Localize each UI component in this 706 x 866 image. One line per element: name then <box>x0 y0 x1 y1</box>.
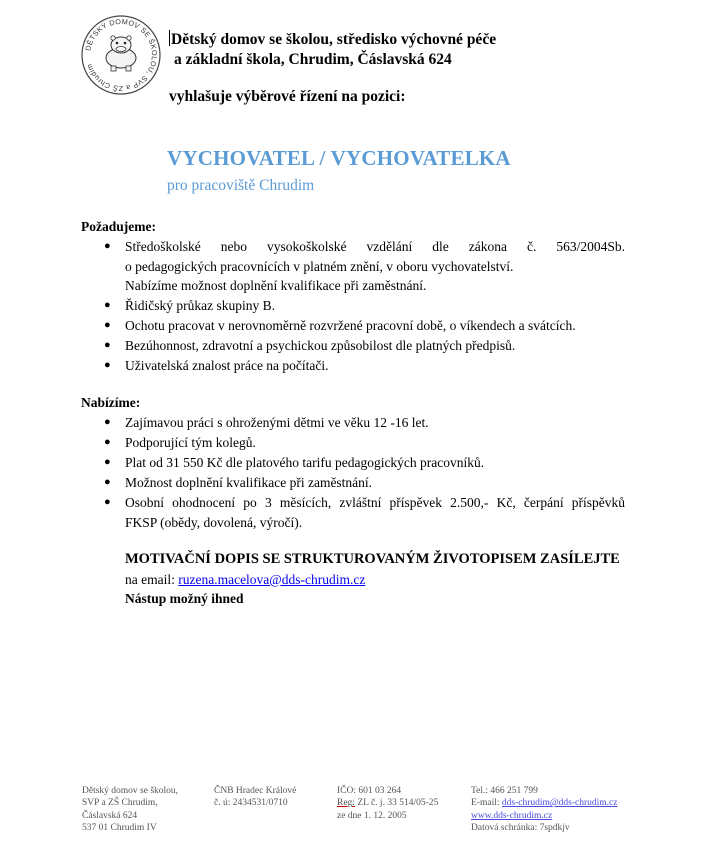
footer-line: č. ú: 2434531/0710 <box>214 798 288 809</box>
list-item <box>104 453 625 473</box>
list-item <box>104 237 625 296</box>
list-item-text: Osobní ohodnocení po 3 měsících, zvláštní příspěvek 2.500,- Kč, čerpání příspěvků <box>125 495 625 510</box>
position-title: VYCHOVATEL / VYCHOVATELKA <box>167 146 511 170</box>
list-item-text: Uživatelská znalost práce na počítači. <box>125 358 329 373</box>
announcement-text: vyhlašuje výběrové řízení na pozici: <box>169 88 406 105</box>
bullet-icon: ● <box>104 496 111 508</box>
application-email-line <box>125 570 620 590</box>
list-item-text: FKSP (obědy, dovolená, výročí). <box>125 514 303 530</box>
list-item-text: Bezúhonnost, zdravotní a psychickou způsobilost dle platných předpisů. <box>125 338 516 353</box>
footer-bank <box>214 785 296 810</box>
institution-logo <box>80 14 162 96</box>
footer-line: SVP a ZŠ Chrudim, <box>82 798 158 809</box>
logo-seal <box>80 14 162 96</box>
bullet-icon: ● <box>104 456 111 468</box>
footer-email-line <box>471 797 617 809</box>
footer-line: ČNB Hradec Králové <box>214 786 297 796</box>
application-email-link[interactable]: ruzena.macelova@dds-chrudim.cz <box>178 571 366 587</box>
footer-web-link[interactable]: www.dds-chrudim.cz <box>471 810 553 821</box>
footer-contact <box>471 785 617 834</box>
list-item-text: Podporující tým kolegů. <box>125 435 256 450</box>
start-date-note: Nástup možný ihned <box>125 591 244 606</box>
list-item <box>104 413 625 433</box>
footer-line: IČO: 601 03 264 <box>337 786 402 796</box>
bullet-icon: ● <box>104 299 111 311</box>
reg-label: Reg: <box>337 798 355 809</box>
logo-ring-text: DĚTSKÝ DOMOV SE ŠKOLOU, SVP a ZŠ Chrudim <box>83 16 160 94</box>
requirements-list <box>104 237 625 376</box>
list-item <box>104 296 625 316</box>
bullet-icon: ● <box>104 339 111 351</box>
footer-phone: Tel.: 466 251 799 <box>471 786 538 796</box>
bullet-icon: ● <box>104 359 111 371</box>
list-item <box>104 356 625 376</box>
email-label: E-mail: <box>471 798 502 809</box>
footer-line: Dětský domov se školou, <box>82 786 179 796</box>
footer-registration <box>337 785 438 822</box>
application-block <box>125 550 620 609</box>
list-item <box>104 493 625 532</box>
org-line-2: a základní škola, Chrudim, Čáslavská 624 <box>174 51 452 68</box>
list-item <box>104 433 625 453</box>
footer-line: ze dne 1. 12. 2005 <box>337 810 407 821</box>
hippo-icon <box>106 36 136 71</box>
position-subtitle: pro pracoviště Chrudim <box>167 177 315 194</box>
list-item-text: Středoškolské nebo vysokoškolské vzdělání dle zákona č. 563/2004Sb. <box>125 239 625 254</box>
list-item-text: Plat od 31 550 Kč dle platového tarifu pedagogických pracovníků. <box>125 455 485 470</box>
offers-list <box>104 413 625 533</box>
list-item <box>104 316 625 336</box>
list-item-text: Ochotu pracovat v nerovnoměrně rozvržené pracovní době, o víkendech a svátcích. <box>125 318 576 333</box>
application-heading: MOTIVAČNÍ DOPIS SE STRUKTUROVANÝM ŽIVOTOPISEM ZASÍLEJTE <box>125 551 620 567</box>
bullet-icon: ● <box>104 416 111 428</box>
text-cursor <box>169 30 170 46</box>
bullet-icon: ● <box>104 319 111 331</box>
list-item-text: Řidičský průkaz skupiny B. <box>125 298 275 313</box>
list-item-text: o pedagogických pracovnících v platném znění, v oboru vychovatelství. <box>125 258 514 274</box>
bullet-icon: ● <box>104 240 111 252</box>
footer-line <box>337 797 438 809</box>
list-item-text: Možnost doplnění kvalifikace při zaměstnání. <box>125 475 373 490</box>
footer-email-link[interactable]: dds-chrudim@dds-chrudim.cz <box>501 798 618 809</box>
organization-name <box>169 30 496 70</box>
offers-heading: Nabízíme: <box>81 395 141 410</box>
org-line-1: Dětský domov se školou, středisko výchovné péče <box>171 31 497 48</box>
reg-value: ZL č. j. 33 514/05-25 <box>354 798 439 809</box>
list-item <box>104 336 625 356</box>
list-item <box>104 473 625 493</box>
footer-line: Čáslavská 624 <box>82 810 138 821</box>
footer-address <box>82 785 178 834</box>
footer-databox: Datová schránka: 7spdkjv <box>471 822 570 833</box>
requirements-heading: Požadujeme: <box>81 219 156 234</box>
email-label: na email: <box>125 571 179 587</box>
list-item-text: Zajímavou práci s ohroženými dětmi ve věku 12 -16 let. <box>125 415 429 430</box>
list-item-text: Nabízíme možnost doplnění kvalifikace při zaměstnání. <box>125 278 427 293</box>
bullet-icon: ● <box>104 476 111 488</box>
bullet-icon: ● <box>104 436 111 448</box>
footer-line: 537 01 Chrudim IV <box>82 822 157 833</box>
